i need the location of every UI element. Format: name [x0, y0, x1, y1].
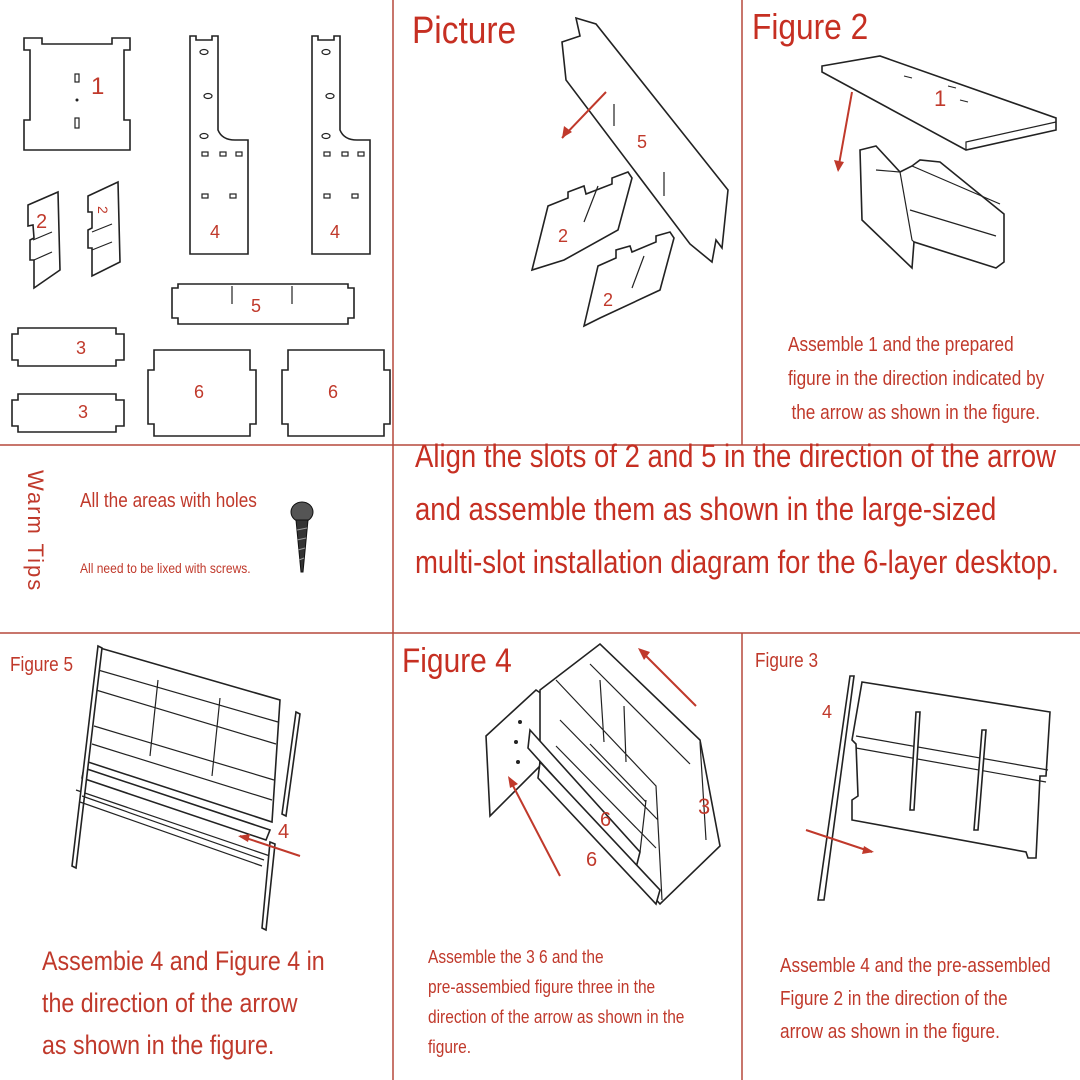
warm-tips-line1: All the areas with holes: [80, 490, 257, 512]
figure2-title: Figure 2: [752, 6, 869, 47]
figure5-caption-line: the direction of the arrow: [42, 988, 298, 1018]
figure5-label-4: 4: [278, 821, 290, 843]
figure4-title: Figure 4: [402, 642, 512, 680]
main-instruction-line: multi-slot installation diagram for the 6-layer desktop.: [415, 544, 1059, 580]
picture-label-2b: 2: [603, 290, 614, 310]
figure4-caption-line: direction of the arrow as shown in the: [428, 1007, 685, 1027]
figure3-arrow: [806, 830, 872, 852]
main-instruction-line: Align the slots of 2 and 5 in the direction of the arrow: [415, 438, 1056, 474]
figure3-caption-line: Assemble 4 and the pre-assembled: [780, 955, 1051, 977]
figure5-caption-line: as shown in the figure.: [42, 1030, 275, 1060]
figure2-label-1: 1: [934, 86, 947, 111]
figure2-caption-line: Assemble 1 and the prepared: [788, 334, 1014, 356]
part-label-2b: 2: [95, 206, 111, 214]
figure3-title: Figure 3: [755, 650, 819, 672]
figure4-caption-line: Assemble the 3 6 and the: [428, 947, 604, 967]
figure2-caption-line: the arrow as shown in the figure.: [791, 402, 1041, 424]
part-label-1: 1: [91, 73, 105, 100]
figure4-label-6b: 6: [586, 849, 598, 871]
part-label-2a: 2: [36, 211, 48, 233]
figure5-title: Figure 5: [10, 654, 74, 676]
part-label-6a: 6: [194, 382, 205, 402]
part-label-3a: 3: [76, 338, 87, 358]
picture-title: Picture: [412, 10, 517, 52]
figure3-label-4: 4: [822, 702, 833, 722]
picture-label-2a: 2: [558, 226, 569, 246]
figure4-caption-line: figure.: [428, 1037, 472, 1057]
figure5-caption-line: Assembie 4 and Figure 4 in: [42, 946, 325, 976]
figure4-caption-line: pre-assembied figure three in the: [428, 977, 656, 997]
figure3-caption: [780, 950, 1051, 1049]
figure3-caption-line: Figure 2 in the direction of the: [780, 988, 1008, 1010]
figure3-caption-line: arrow as shown in the figure.: [780, 1021, 1000, 1043]
warm-tips-line2: All need to be lixed with screws.: [80, 560, 251, 576]
main-instruction-line: and assemble them as shown in the large-sized: [415, 491, 997, 527]
picture-label-5: 5: [637, 132, 648, 152]
figure2-caption-line: figure in the direction indicated by: [788, 368, 1045, 390]
part-label-4a: 4: [210, 222, 221, 242]
figure3-assembly: [818, 676, 1050, 900]
figure4-label-3: 3: [698, 794, 711, 819]
warm-tips-title: Warm Tips: [23, 470, 48, 593]
figure4-label-6a: 6: [600, 809, 612, 831]
part-label-5: 5: [251, 296, 262, 316]
part-label-4b: 4: [330, 222, 341, 242]
part-label-6b: 6: [328, 382, 339, 402]
part-label-3b: 3: [78, 402, 89, 422]
